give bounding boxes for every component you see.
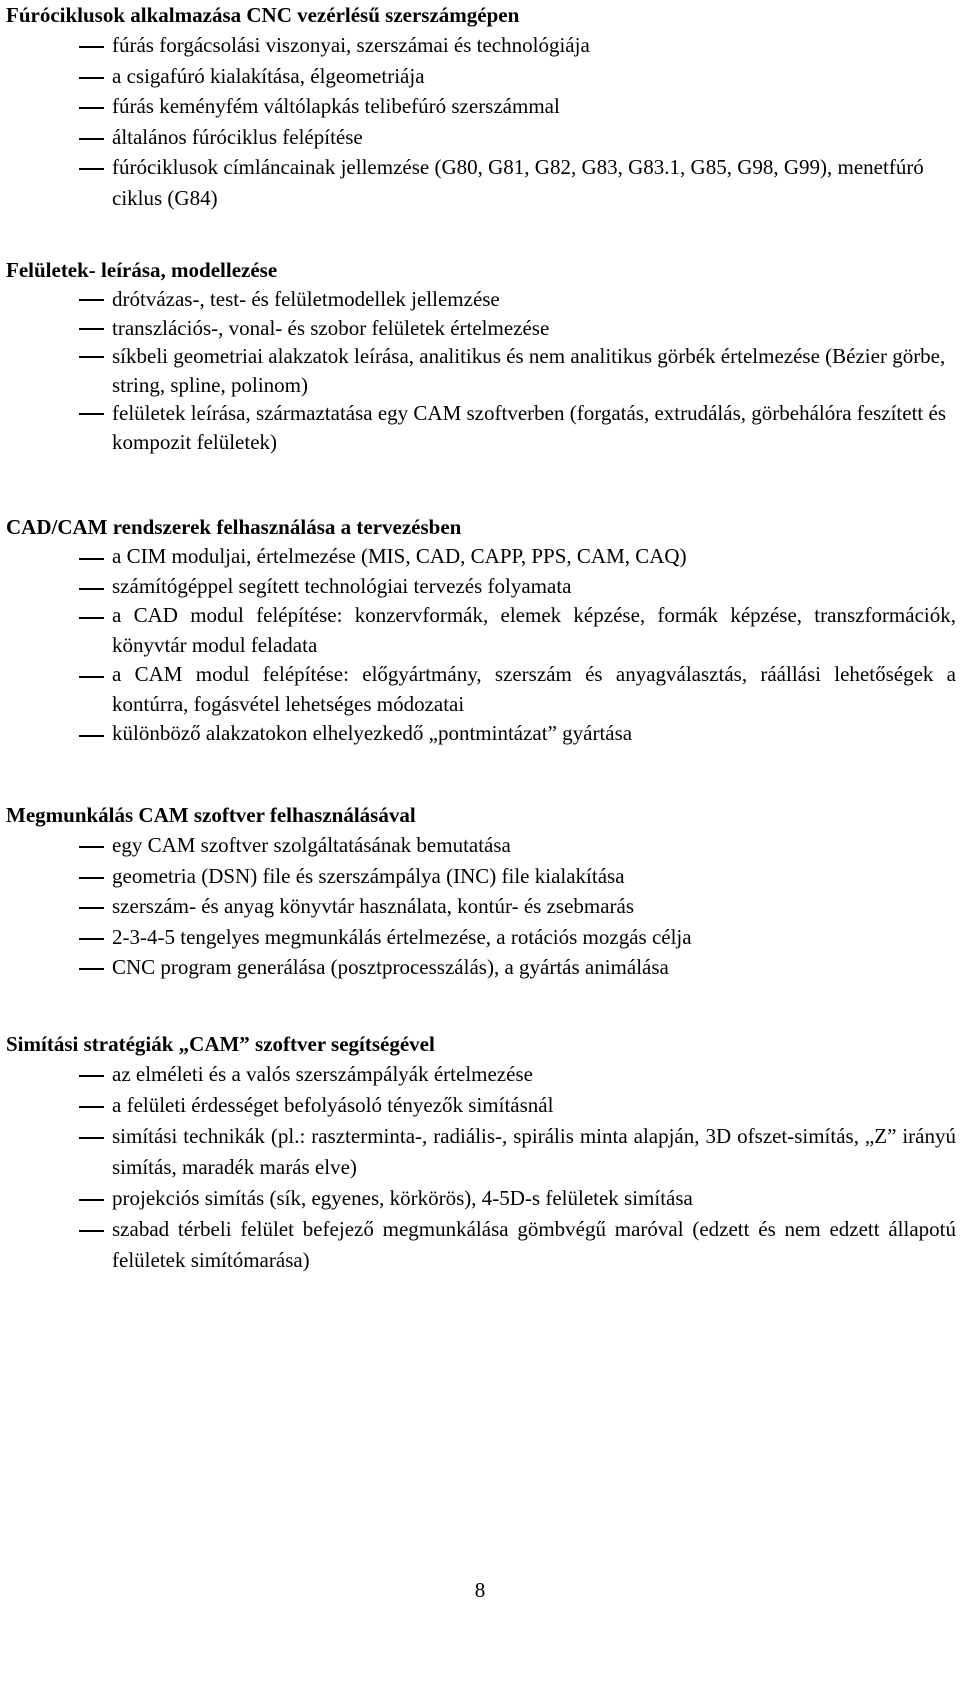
dash-bullet [79,356,104,358]
list-item: projekciós simítás (sík, egyenes, körkörös), 4-5D-s felületek simítása [6,1183,956,1214]
list-item: fúróciklusok címláncainak jellemzése (G80, G81, G82, G83, G83.1, G85, G98, G99), menetfúró ciklus (G84) [6,152,956,213]
section-heading: Megmunkálás CAM szoftver felhasználásával [6,803,416,827]
section-heading: Felületek- leírása, modellezése [6,258,278,282]
list-item: geometria (DSN) file és szerszámpálya (INC) file kialakítása [6,861,956,892]
section-heading: Fúróciklusok alkalmazása CNC vezérlésű szerszámgépen [6,3,520,27]
list-item: síkbeli geometriai alakzatok leírása, analitikus és nem analitikus görbék értelmezése (Bézier görbe, string, spline, polinom) [6,342,956,399]
list-item: felületek leírása, származtatása egy CAM szoftverben (forgatás, extrudálás, görbehálóra feszített és kompozit felületek) [6,399,956,456]
list-item: az elméleti és a valós szerszámpályák értelmezése [6,1059,956,1090]
list-item: CNC program generálása (posztprocesszálás), a gyártás animálása [6,952,956,983]
dash-bullet [79,968,104,970]
list-item: 2-3-4-5 tengelyes megmunkálás értelmezése, a rotációs mozgás célja [6,922,956,953]
list-item: a CIM moduljai, értelmezése (MIS, CAD, CAPP, PPS, CAM, CAQ) [6,542,956,572]
dash-bullet [79,1075,104,1077]
dash-bullet [79,617,104,619]
list-item: fúrás keményfém váltólapkás telibefúró szerszámmal [6,91,956,122]
dash-bullet [79,938,104,940]
list-item: simítási technikák (pl.: raszterminta-, radiális-, spirális minta alapján, 3D ofszet-simítás, „Z” irányú simítás, maradék marás elve) [6,1121,956,1183]
dash-bullet [79,138,104,140]
dash-bullet [79,1106,104,1108]
list-item: a CAM modul felépítése: előgyártmány, szerszám és anyagválasztás, ráállási lehetőségek a kontúrra, fogásvétel lehetséges módozatai [6,660,956,719]
dash-bullet [79,907,104,909]
list-item: számítógéppel segített technológiai tervezés folyamata [6,572,956,602]
dash-bullet [79,877,104,879]
list-item: különböző alakzatokon elhelyezkedő „pontmintázat” gyártása [6,719,956,749]
dash-bullet [79,413,104,415]
dash-bullet [79,558,104,560]
list-item: a CAD modul felépítése: konzervformák, elemek képzése, formák képzése, transzformációk, könyvtár modul feladata [6,601,956,660]
dash-bullet [79,846,104,848]
section-heading: CAD/CAM rendszerek felhasználása a tervezésben [6,515,462,539]
list-item: egy CAM szoftver szolgáltatásának bemutatása [6,830,956,861]
dash-bullet [79,1199,104,1201]
section-surfaces [6,255,956,457]
section-finishing-strategies [6,1029,956,1276]
dash-bullet [79,107,104,109]
dash-bullet [79,168,104,170]
section-cam-machining [6,800,956,983]
dash-bullet [79,735,104,737]
list-item: szabad térbeli felület befejező megmunkálása gömbvégű maróval (edzett és nem edzett állapotú felületek simítómarása) [6,1214,956,1276]
list-item: fúrás forgácsolási viszonyai, szerszámai és technológiája [6,30,956,61]
list-item: transzlációs-, vonal- és szobor felületek értelmezése [6,314,956,343]
dash-bullet [79,1230,104,1232]
list-item: drótvázas-, test- és felületmodellek jellemzése [6,285,956,314]
dash-bullet [79,299,104,301]
list-item: általános fúróciklus felépítése [6,122,956,153]
page-number: 8 [474,1578,486,1602]
section-drilling-cycles [6,0,956,213]
dash-bullet [79,328,104,330]
dash-bullet [79,1137,104,1139]
dash-bullet [79,676,104,678]
section-heading: Simítási stratégiák „CAM” szoftver segítségével [6,1032,435,1056]
list-item: szerszám- és anyag könyvtár használata, kontúr- és zsebmarás [6,891,956,922]
list-item: a felületi érdességet befolyásoló tényezők simításnál [6,1090,956,1121]
dash-bullet [79,77,104,79]
dash-bullet [79,588,104,590]
section-cad-cam-systems [6,512,956,749]
dash-bullet [79,46,104,48]
list-item: a csigafúró kialakítása, élgeometriája [6,61,956,92]
